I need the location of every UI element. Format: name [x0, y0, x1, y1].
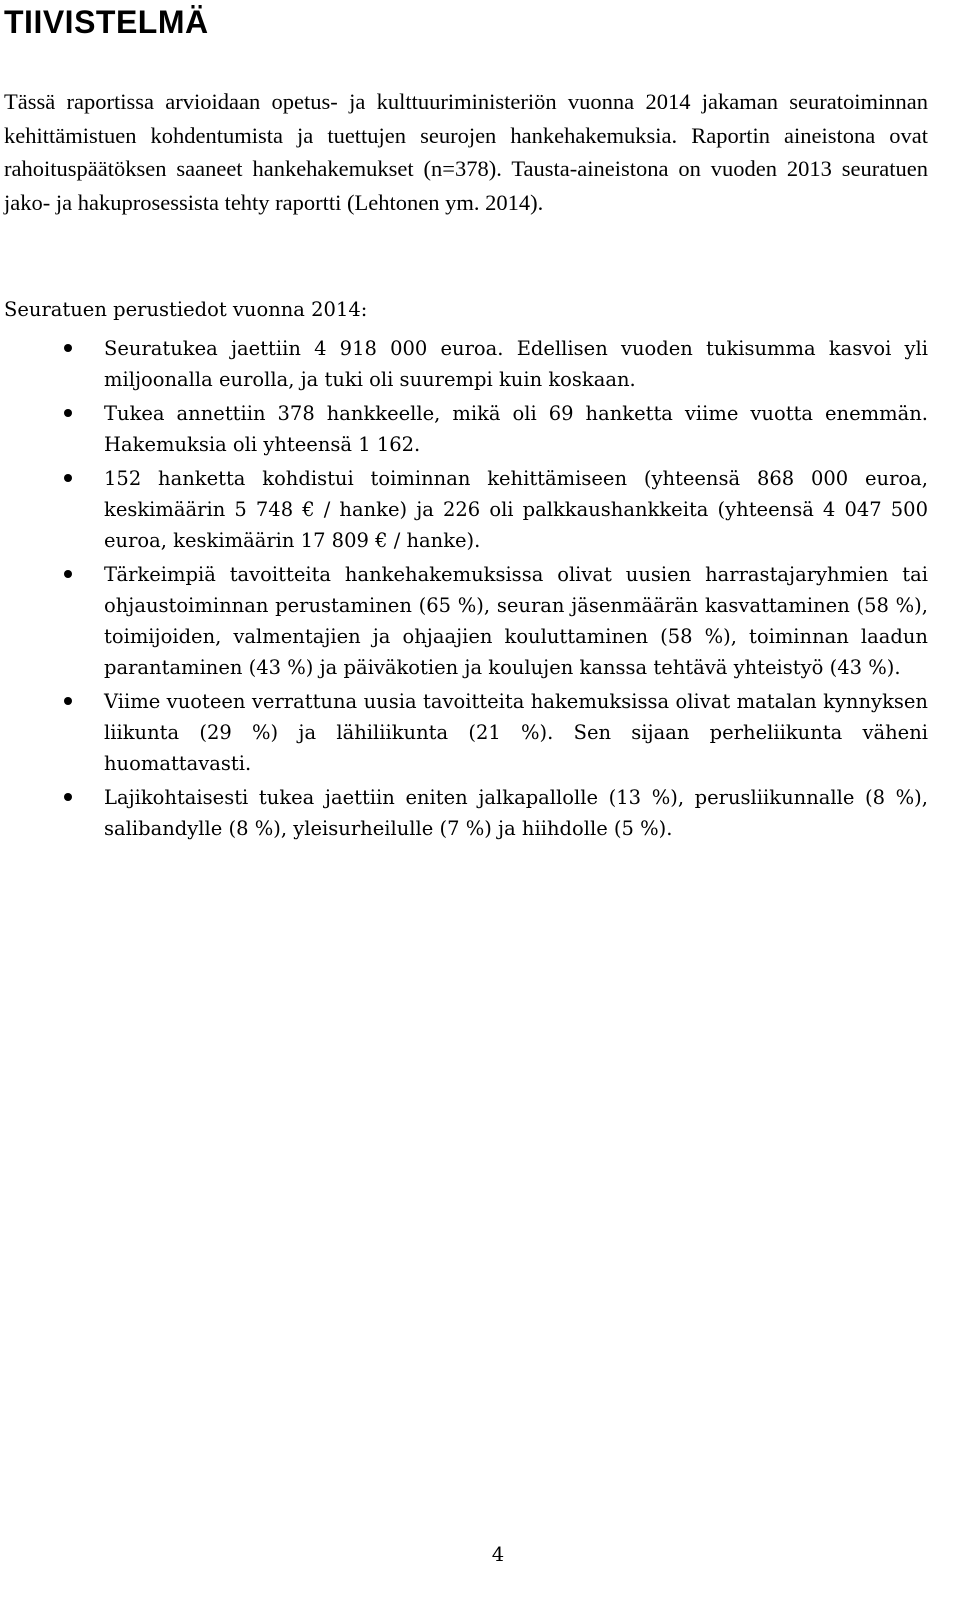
- list-item-text: 152 hanketta kohdistui toiminnan kehittämiseen (yhteensä 868 000 euroa, keskimäärin 5 748 € / hanke) ja 226 oli palkkaushankkeita (yhteensä 4 047 500 euroa, keskimäärin 17 809 € / hanke).: [104, 467, 928, 552]
- list-item: [0, 559, 928, 683]
- bullet-icon: [64, 344, 72, 352]
- list-item-text: Viime vuoteen verrattuna uusia tavoitteita hakemuksissa olivat matalan kynnyksen liikunta (29 %) ja lähiliikunta (21 %). Sen sijaan perheliikunta väheni huomattavasti.: [104, 690, 928, 775]
- section-heading: Seuratuen perustiedot vuonna 2014:: [4, 298, 368, 321]
- list-item: [0, 333, 928, 395]
- list-item: [0, 398, 928, 460]
- intro-paragraph: Tässä raportissa arvioidaan opetus- ja kulttuuriministeriön vuonna 2014 jakaman seuratoiminnan kehittämistuen kohdentumista ja tuettujen seurojen hankehakemuksia. Raportin aineistona ovat rahoituspäätöksen saaneet hankehakemukset (n=378). Tausta-aineistona on vuoden 2013 seuratuen jako- ja hakuprosessista tehty raportti (Lehtonen ym. 2014).: [4, 89, 928, 215]
- list-item-text: Tärkeimpiä tavoitteita hankehakemuksissa olivat uusien harrastajaryhmien tai ohjaustoiminnan perustaminen (65 %), seuran jäsenmäärän kasvattaminen (58 %), toimijoiden, valmentajien ja ohjaajien kouluttaminen (58 %), toiminnan laadun parantaminen (43 %) ja päiväkotien ja koulujen kanssa tehtävä yhteistyö (43 %).: [104, 563, 928, 679]
- bullet-list: [0, 333, 928, 847]
- list-item: [0, 686, 928, 779]
- list-item-text: Seuratukea jaettiin 4 918 000 euroa. Edellisen vuoden tukisumma kasvoi yli miljoonalla eurolla, ja tuki oli suurempi kuin koskaan.: [104, 337, 928, 391]
- bullet-icon: [64, 697, 72, 705]
- bullet-icon: [64, 793, 72, 801]
- bullet-icon: [64, 409, 72, 417]
- list-item: [0, 463, 928, 556]
- list-item-text: Lajikohtaisesti tukea jaettiin eniten jalkapallolle (13 %), perusliikunnalle (8 %), salibandylle (8 %), yleisurheilulle (7 %) ja hiihdolle (5 %).: [104, 786, 928, 840]
- page-number: 4: [491, 1543, 505, 1566]
- bullet-icon: [64, 474, 72, 482]
- bullet-icon: [64, 570, 72, 578]
- page-title: TIIVISTELMÄ: [4, 4, 209, 40]
- list-item: [0, 782, 928, 844]
- list-item-text: Tukea annettiin 378 hankkeelle, mikä oli 69 hanketta viime vuotta enemmän. Hakemuksia oli yhteensä 1 162.: [104, 402, 928, 456]
